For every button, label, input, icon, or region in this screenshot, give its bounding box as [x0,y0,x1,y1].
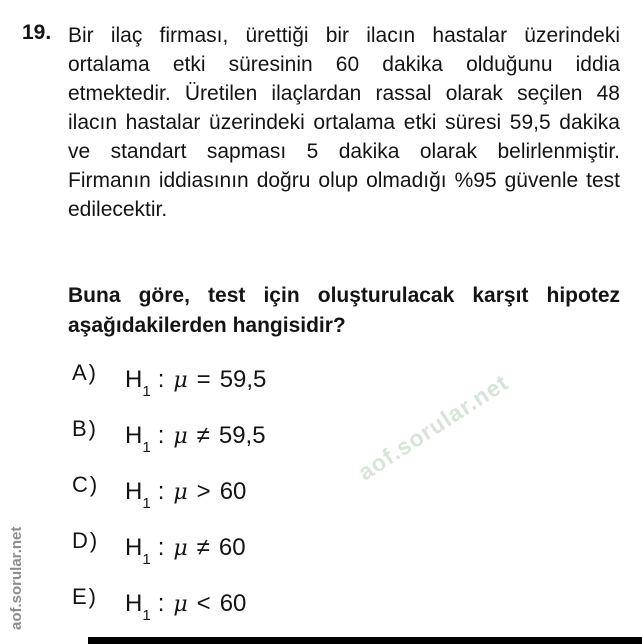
colon: : [157,366,165,393]
value: 59,5 [218,422,266,449]
hypothesis-subscript: 1 [142,550,151,568]
option-e-formula [125,590,247,624]
hypothesis-symbol: H [125,534,143,561]
watermark-vertical: aof.sorular.net [8,526,25,630]
mu-symbol: μ [173,592,188,617]
question-prompt: Buna göre, test için oluşturulacak karşıt hipotez aşağıdakilerden hangisidir? [68,284,620,337]
colon: : [157,478,165,505]
question-body-text: Bir ilaç firması, ürettiği bir ilacın hastalar üzerindeki ortalama etki süresinin 60 dakika olduğunu iddia etmektedir. Üretilen ilaçlardan rassal olarak seçilen 48 ilacın hastalar üzerindeki ortalama etki süresi 59,5 dakika ve standart sapması 5 dakika olarak belirlenmiştir. Firmanın iddiasının doğru olup olmadığı %95 güvenle test edilecektir. [68,24,620,221]
option-c-letter: C) [72,472,100,497]
option-b-letter: B) [72,416,98,441]
option-d-letter: D) [72,528,100,553]
hypothesis-symbol: H [125,590,143,617]
value: 60 [219,478,247,505]
operator: ≠ [196,534,210,561]
option-d-formula [125,534,246,568]
hypothesis-subscript: 1 [142,494,151,512]
option-c-formula [125,478,247,512]
colon: : [157,534,165,561]
hypothesis-symbol: H [125,366,143,393]
hypothesis-subscript: 1 [142,606,151,624]
mu-symbol: μ [173,368,188,393]
option-e [72,584,472,640]
option-a-formula [125,366,267,400]
option-e-letter: E) [72,584,98,609]
hypothesis-symbol: H [125,422,143,449]
value: 60 [218,534,246,561]
colon: : [157,590,165,617]
value: 60 [219,590,247,617]
operator: = [196,366,211,393]
watermark-diagonal: aof.sorular.net [353,368,514,486]
hypothesis-subscript: 1 [142,438,151,456]
option-a-letter: A) [72,360,98,385]
mu-symbol: μ [173,424,188,449]
value: 59,5 [219,366,267,393]
options-list [72,360,472,640]
colon: : [157,422,165,449]
mu-symbol: μ [173,536,188,561]
option-b [72,416,472,472]
option-c [72,472,472,528]
hypothesis-subscript: 1 [142,382,151,400]
question-number: 19. [22,21,52,44]
operator: < [196,590,211,617]
operator: > [196,478,211,505]
option-a [72,360,472,416]
page-bottom-scan-bar [88,637,642,644]
option-b-formula [125,422,266,456]
hypothesis-symbol: H [125,478,143,505]
operator: ≠ [196,422,210,449]
option-d [72,528,472,584]
mu-symbol: μ [173,480,188,505]
